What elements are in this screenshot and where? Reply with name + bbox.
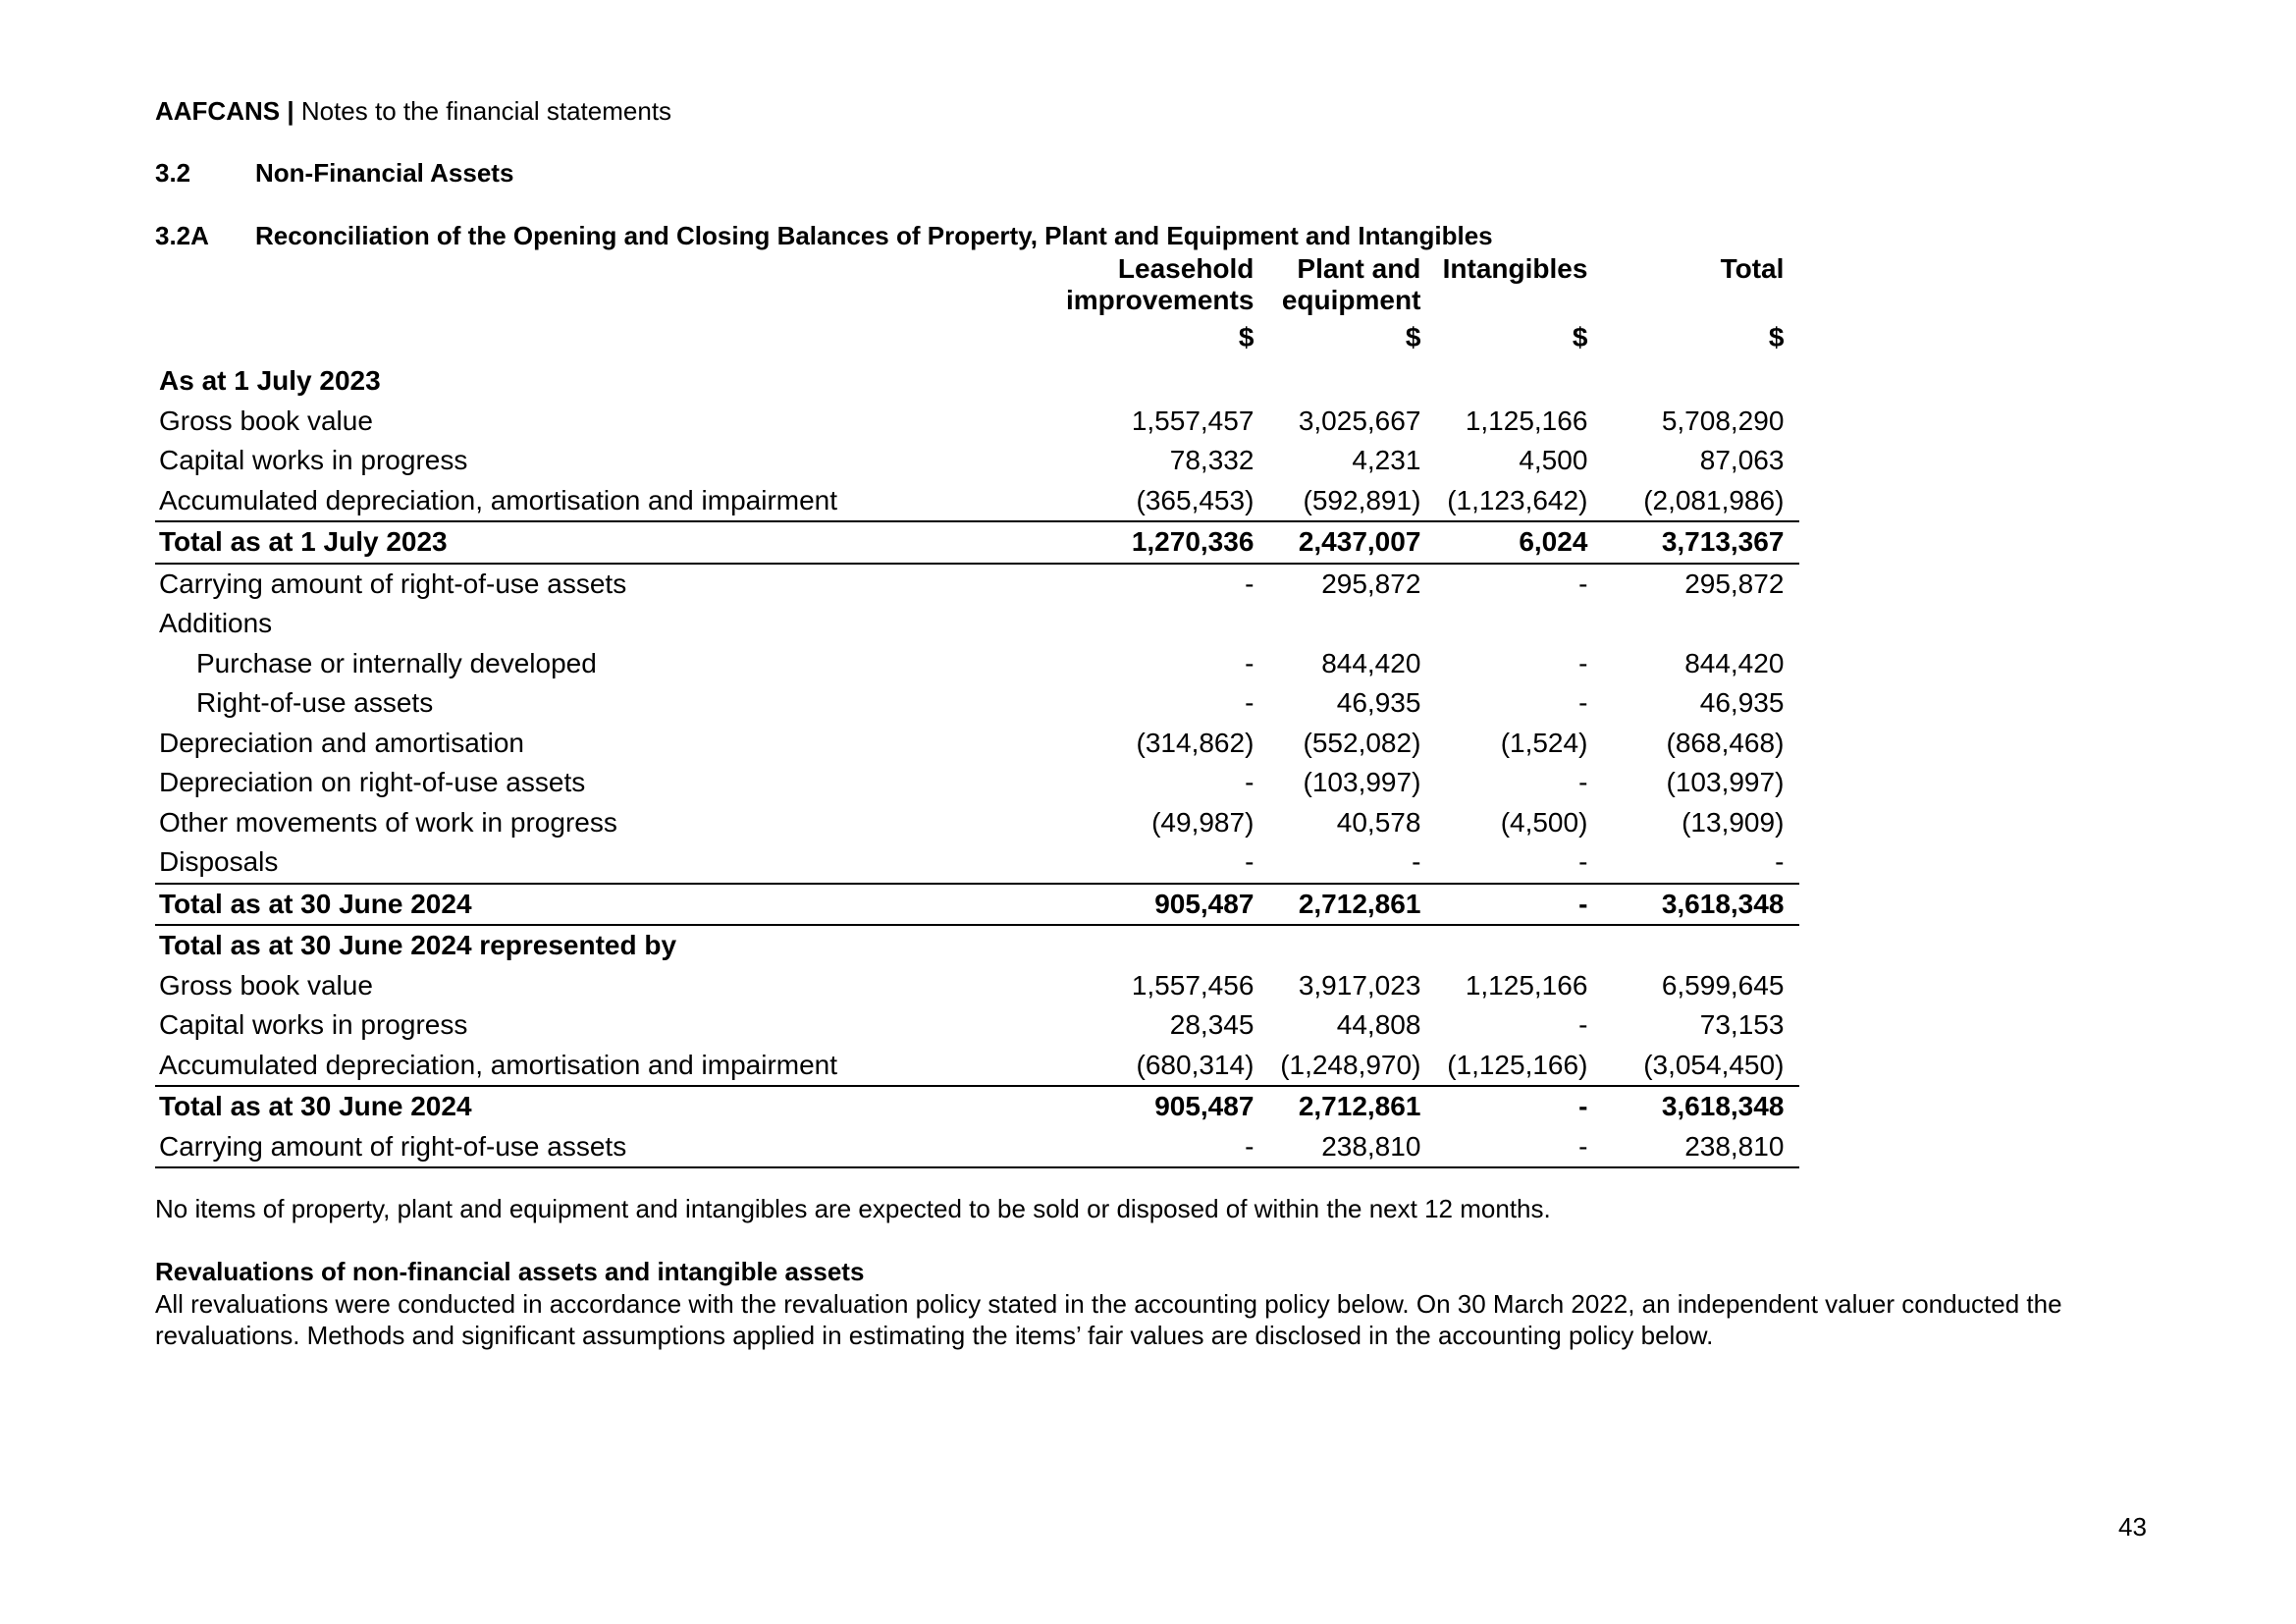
cell-value: 3,025,667 <box>1298 405 1421 436</box>
cell-value: 6,024 <box>1436 521 1603 564</box>
subsection-number: 3.2A <box>155 221 209 250</box>
cell-value: (4,500) <box>1500 806 1588 838</box>
row-label: Total as at 1 July 2023 <box>155 521 1066 564</box>
cell-value: 295,872 <box>1684 568 1785 599</box>
cell-value <box>1269 604 1436 644</box>
cell-value <box>1269 361 1436 402</box>
cell-value: (1,123,642) <box>1447 484 1588 515</box>
table-row <box>155 925 1799 966</box>
cell-value: (1,248,970) <box>1280 1049 1421 1080</box>
cell-value: 46,935 <box>1699 687 1785 719</box>
cell-value: 905,487 <box>1066 884 1269 926</box>
cell-value: - <box>1578 687 1588 719</box>
table-row <box>155 361 1799 402</box>
row-label: Capital works in progress <box>159 1009 468 1041</box>
table-row <box>155 402 1799 442</box>
section-title: Non-Financial Assets <box>255 158 514 188</box>
currency-unit: $ <box>1238 322 1255 352</box>
page-number: 43 <box>2118 1512 2147 1542</box>
cell-value <box>1603 604 1799 644</box>
col-header-intangibles: Intangibles <box>1442 253 1588 284</box>
page-header <box>155 96 671 127</box>
cell-value: 844,420 <box>1321 647 1421 678</box>
row-label: Purchase or internally developed <box>196 647 597 678</box>
row-label: Gross book value <box>159 969 373 1001</box>
cell-value: 3,713,367 <box>1603 521 1799 564</box>
cell-value: 238,810 <box>1603 1127 1799 1168</box>
row-label: As at 1 July 2023 <box>159 365 381 397</box>
cell-value: 28,345 <box>1169 1009 1255 1041</box>
col-header-leasehold: Leasehold improvements <box>1066 253 1255 315</box>
row-label: Depreciation and amortisation <box>159 727 524 758</box>
cell-value: - <box>1245 767 1255 798</box>
cell-value <box>1603 925 1799 966</box>
row-label: Accumulated depreciation, amortisation and impairment <box>159 1049 838 1080</box>
table-row <box>155 1086 1799 1127</box>
cell-value: 2,437,007 <box>1269 521 1436 564</box>
cell-value: (1,524) <box>1500 727 1588 758</box>
cell-value <box>1066 925 1269 966</box>
cell-value: - <box>1066 1127 1269 1168</box>
cell-value: 3,618,348 <box>1603 884 1799 926</box>
table-row <box>155 966 1799 1006</box>
cell-value: - <box>1578 568 1588 599</box>
cell-value: - <box>1436 1127 1603 1168</box>
header-org: AAFCANS <box>155 96 281 126</box>
cell-value: - <box>1775 846 1785 878</box>
row-label: Total as at 30 June 2024 <box>155 884 1066 926</box>
cell-value: 44,808 <box>1336 1009 1421 1041</box>
header-blank <box>155 322 1066 361</box>
cell-value: (13,909) <box>1682 806 1785 838</box>
cell-value: 238,810 <box>1269 1127 1436 1168</box>
column-header-row <box>155 253 1799 322</box>
cell-value: 4,500 <box>1519 445 1588 476</box>
cell-value: (592,891) <box>1303 484 1421 515</box>
table-row <box>155 1005 1799 1046</box>
cell-value: - <box>1412 846 1421 878</box>
cell-value: 87,063 <box>1699 445 1785 476</box>
row-label: Other movements of work in progress <box>159 806 617 838</box>
row-label: Carrying amount of right-of-use assets <box>155 1127 1066 1168</box>
cell-value: (49,987) <box>1151 806 1255 838</box>
cell-value: 1,557,456 <box>1131 969 1255 1001</box>
currency-row <box>155 322 1799 361</box>
cell-value: 46,935 <box>1336 687 1421 719</box>
row-label: Gross book value <box>159 405 373 436</box>
cell-value: 905,487 <box>1066 1086 1269 1127</box>
cell-value <box>1269 925 1436 966</box>
cell-value: (103,997) <box>1666 767 1785 798</box>
cell-value <box>1066 604 1269 644</box>
cell-value: 1,125,166 <box>1465 969 1588 1001</box>
table-row <box>155 842 1799 884</box>
cell-value: (1,125,166) <box>1447 1049 1588 1080</box>
cell-value: 3,917,023 <box>1298 969 1421 1001</box>
revaluations-body: All revaluations were conducted in accordance with the revaluation policy stated in the accounting policy below. On 30 March 2022, an independent valuer conducted the revaluations. Methods and significant assumptions applied in estimating the items’ fair values are disclosed in the accounting policy below. <box>155 1289 2062 1350</box>
currency-unit: $ <box>1572 322 1588 352</box>
row-label: Right-of-use assets <box>196 687 434 719</box>
cell-value: - <box>1245 647 1255 678</box>
table-row <box>155 564 1799 605</box>
currency-unit: $ <box>1768 322 1785 352</box>
cell-value: - <box>1436 884 1603 926</box>
currency-unit: $ <box>1405 322 1421 352</box>
table-row <box>155 1046 1799 1087</box>
table-row <box>155 884 1799 926</box>
cell-value: (3,054,450) <box>1643 1049 1785 1080</box>
row-label: Additions <box>159 608 273 639</box>
header-blank <box>155 253 1066 322</box>
cell-value: 2,712,861 <box>1269 884 1436 926</box>
revaluations-title: Revaluations of non-financial assets and intangible assets <box>155 1257 865 1286</box>
cell-value: 295,872 <box>1321 568 1421 599</box>
table-row <box>155 521 1799 564</box>
table-row <box>155 683 1799 724</box>
section-number: 3.2 <box>155 158 191 188</box>
cell-value: (552,082) <box>1303 727 1421 758</box>
cell-value: 5,708,290 <box>1661 405 1785 436</box>
header-subtitle: Notes to the financial statements <box>300 96 672 126</box>
cell-value: (868,468) <box>1666 727 1785 758</box>
cell-value <box>1436 925 1603 966</box>
cell-value: 6,599,645 <box>1661 969 1785 1001</box>
cell-value: 1,125,166 <box>1465 405 1588 436</box>
row-label: Depreciation on right-of-use assets <box>159 767 586 798</box>
cell-value <box>1436 361 1603 402</box>
cell-value: - <box>1245 568 1255 599</box>
cell-value: - <box>1578 647 1588 678</box>
table-row <box>155 1127 1799 1168</box>
cell-value <box>1436 604 1603 644</box>
cell-value: (103,997) <box>1303 767 1421 798</box>
table-row <box>155 803 1799 843</box>
cell-value: - <box>1578 767 1588 798</box>
cell-value: - <box>1436 1086 1603 1127</box>
row-label: Disposals <box>159 846 279 878</box>
col-header-total: Total <box>1720 253 1785 284</box>
subsection-title: Reconciliation of the Opening and Closing Balances of Property, Plant and Equipment and Intangibles <box>255 221 1493 250</box>
cell-value: 3,618,348 <box>1603 1086 1799 1127</box>
disposal-note: No items of property, plant and equipment and intangibles are expected to be sold or disposed of within the next 12 months. <box>155 1194 1551 1223</box>
cell-value <box>1603 361 1799 402</box>
col-header-plant: Plant and equipment <box>1281 253 1421 315</box>
cell-value: 73,153 <box>1699 1009 1785 1041</box>
reconciliation-table <box>155 253 1799 1168</box>
table-row <box>155 724 1799 764</box>
cell-value: - <box>1245 846 1255 878</box>
cell-value: 1,557,457 <box>1131 405 1255 436</box>
cell-value: (365,453) <box>1136 484 1255 515</box>
cell-value: - <box>1578 846 1588 878</box>
table-row <box>155 441 1799 481</box>
cell-value: - <box>1245 687 1255 719</box>
cell-value: - <box>1578 1009 1588 1041</box>
cell-value: 40,578 <box>1336 806 1421 838</box>
row-label: Total as at 30 June 2024 represented by <box>159 930 677 961</box>
table-row <box>155 604 1799 644</box>
header-separator: | <box>280 96 301 126</box>
row-label: Total as at 30 June 2024 <box>155 1086 1066 1127</box>
cell-value: 4,231 <box>1352 445 1421 476</box>
row-label: Carrying amount of right-of-use assets <box>159 568 627 599</box>
table-row <box>155 763 1799 803</box>
cell-value <box>1066 361 1269 402</box>
cell-value: 844,420 <box>1684 647 1785 678</box>
cell-value: (314,862) <box>1136 727 1255 758</box>
row-label: Accumulated depreciation, amortisation and impairment <box>159 484 838 515</box>
cell-value: (680,314) <box>1136 1049 1255 1080</box>
cell-value: 2,712,861 <box>1269 1086 1436 1127</box>
cell-value: (2,081,986) <box>1643 484 1785 515</box>
table-row <box>155 481 1799 522</box>
cell-value: 78,332 <box>1169 445 1255 476</box>
row-label: Capital works in progress <box>159 445 468 476</box>
table-row <box>155 644 1799 684</box>
cell-value: 1,270,336 <box>1066 521 1269 564</box>
